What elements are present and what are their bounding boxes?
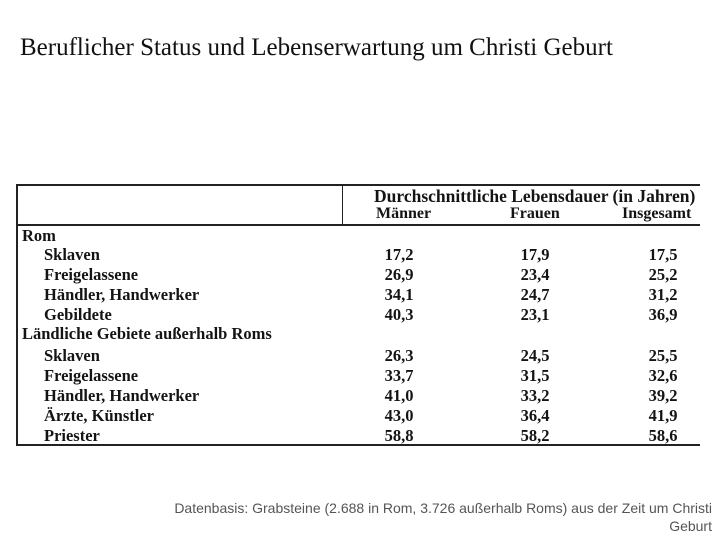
table-column-divider: [342, 184, 343, 224]
row-label: Freigelassene: [44, 366, 139, 385]
cell-women: 24,5: [520, 346, 550, 365]
cell-total: 17,5: [648, 245, 678, 264]
cell-women: 58,2: [520, 426, 550, 445]
column-header-total: Insgesamt: [622, 205, 692, 222]
cell-men: 41,0: [384, 386, 414, 405]
column-header-men: Männer: [376, 205, 432, 222]
cell-total: 36,9: [648, 305, 678, 324]
row-label: Sklaven: [44, 245, 100, 264]
cell-women: 33,2: [520, 386, 550, 405]
cell-men: 26,3: [384, 346, 414, 365]
cell-total: 41,9: [648, 406, 678, 425]
row-label: Ärzte, Künstler: [44, 406, 154, 425]
cell-men: 33,7: [384, 366, 414, 385]
cell-total: 31,2: [648, 285, 678, 304]
group-label: Ländliche Gebiete außerhalb Roms: [22, 324, 272, 343]
cell-total: 58,6: [648, 426, 678, 445]
table-row: [16, 265, 700, 285]
row-label: Gebildete: [44, 305, 112, 324]
cell-men: 17,2: [384, 245, 414, 264]
slide-title: Beruflicher Status und Lebenserwartung um Christi Geburt: [20, 34, 613, 61]
table-group-row: [16, 226, 700, 246]
cell-men: 58,8: [384, 426, 414, 445]
cell-men: 40,3: [384, 305, 414, 324]
table-group-row: [16, 324, 700, 344]
group-label: Rom: [22, 226, 56, 245]
cell-women: 36,4: [520, 406, 550, 425]
table-row: [16, 285, 700, 305]
cell-total: 39,2: [648, 386, 678, 405]
cell-women: 23,1: [520, 305, 550, 324]
cell-total: 32,6: [648, 366, 678, 385]
cell-women: 23,4: [520, 265, 550, 284]
table-row: [16, 346, 700, 366]
cell-men: 34,1: [384, 285, 414, 304]
cell-women: 24,7: [520, 285, 550, 304]
cell-total: 25,5: [648, 346, 678, 365]
cell-men: 26,9: [384, 265, 414, 284]
row-label: Sklaven: [44, 346, 100, 365]
cell-total: 25,2: [648, 265, 678, 284]
data-source-footnote: Datenbasis: Grabsteine (2.688 in Rom, 3.726 außerhalb Roms) aus der Zeit um Christi Geburt: [174, 500, 712, 534]
table-row: [16, 406, 700, 426]
row-label: Priester: [44, 426, 100, 445]
column-header-women: Frauen: [510, 205, 560, 222]
life-expectancy-table: [16, 184, 700, 448]
row-label: Händler, Handwerker: [44, 386, 200, 405]
row-label: Händler, Handwerker: [44, 285, 200, 304]
cell-women: 31,5: [520, 366, 550, 385]
table-super-header: Durchschnittliche Lebensdauer (in Jahren): [374, 186, 696, 206]
row-label: Freigelassene: [44, 265, 139, 284]
table-row: [16, 426, 700, 446]
table-row: [16, 305, 700, 325]
table-row: [16, 366, 700, 386]
table-row: [16, 245, 700, 265]
cell-women: 17,9: [520, 245, 550, 264]
cell-men: 43,0: [384, 406, 414, 425]
table-row: [16, 386, 700, 406]
